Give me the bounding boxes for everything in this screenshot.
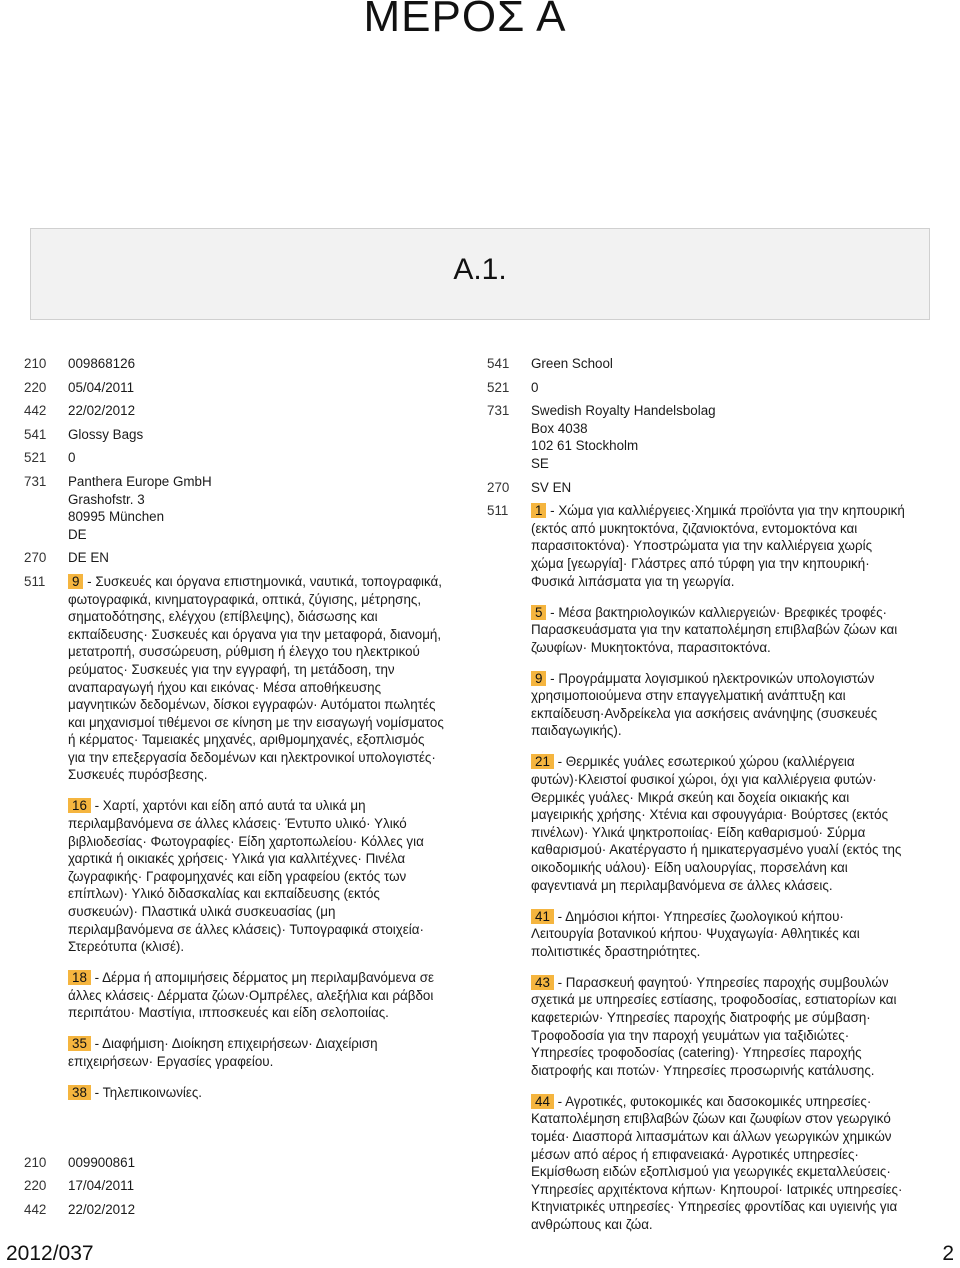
class-text: - Δημόσιοι κήποι· Υπηρεσίες ζωολογικού κήπου· Λειτουργία βοτανικού κήπου· Ψυχαγωγία· Αθλητικές και πολιτιστικές δραστηριότητες. — [531, 908, 860, 959]
field-code: 210 — [24, 356, 47, 371]
filing-date: 17/04/2011 — [68, 1178, 135, 1194]
mark-type: 0 — [68, 450, 76, 466]
field-code: 270 — [487, 479, 510, 495]
languages: SV EN — [531, 479, 572, 495]
class-text: - Παρασκευή φαγητού· Υπηρεσίες παροχής συμβουλών σχετικά με υπηρεσίες εστίασης, τροφοδοσίας, εστιατορίων και καφετεριών· Υπηρεσίες παροχής διατροφής με σύμβαση· Τροφοδοσία για την παροχή γευμάτων για ταξιδιώτες· Υπηρεσίες τροφοδοσίας (catering)· Υπηρεσίες παροχής διατροφής και ποτών· Υπηρεσίες προσωρινής κατάλυσης. — [531, 974, 897, 1078]
class-item — [531, 908, 907, 961]
filing-number-row — [24, 1154, 444, 1172]
section-label: A.1. — [453, 253, 507, 286]
owner-line: SE — [531, 455, 549, 471]
field-code: 210 — [24, 1154, 47, 1170]
class-item — [531, 974, 907, 1080]
owner-line: DE — [68, 526, 87, 542]
mark-name-row — [24, 426, 444, 444]
field-code: 521 — [487, 379, 510, 395]
class-text: - Χώμα για καλλιέργειες·Χημικά προϊόντα για την κηπουρική (εκτός από μυκητοκτόνα, ζιζανιοκτόνα, εντομοκτόνα και παρασιτοκτόνα)· Υποστρώματα για την καλλιέργεια χωρίς χώμα [γεωργία]· Γλάστρες από τύρφη για την κηπουρική· Φυσικά λιπάσματα για τη γεωργία. — [531, 503, 905, 589]
class-item — [531, 1093, 907, 1234]
right-column — [487, 355, 907, 1249]
field-code: 541 — [487, 356, 510, 371]
class-number: 44 — [531, 1094, 554, 1109]
class-number: 9 — [68, 574, 83, 589]
class-text: - Δέρμα ή απομιμήσεις δέρματος μη περιλαμβανόμενα σε άλλες κλάσεις· Δέρματα ζώων·Ομπρέλες, αλεξήλια και ράβδοι περιπάτου· Μαστίγια, ιπποσκευές και είδη σελοποιίας. — [68, 970, 434, 1021]
class-number: 41 — [531, 909, 554, 924]
owner-row — [24, 473, 444, 543]
publication-date-row — [24, 1201, 444, 1219]
languages-row — [487, 479, 907, 497]
filing-number: 009900861 — [68, 1154, 136, 1170]
class-item — [531, 670, 907, 740]
issue-number: 2012/037 — [6, 1242, 94, 1265]
filing-date-row — [24, 1177, 444, 1195]
mark-type-row — [24, 449, 444, 467]
class-text: - Τηλεπικοινωνίες. — [90, 1084, 203, 1100]
class-item — [68, 797, 444, 955]
field-code: 220 — [24, 1178, 47, 1194]
owner-line: Box 4038 — [531, 420, 588, 436]
publication-date: 22/02/2012 — [68, 403, 136, 419]
class-number: 21 — [531, 754, 554, 769]
class-number: 38 — [68, 1085, 91, 1100]
class-number: 5 — [531, 605, 546, 620]
field-code: 731 — [487, 403, 510, 419]
class-text: - Αγροτικές, φυτοκομικές και δασοκομικές υπηρεσίες· Καταπολέμηση επιβλαβών ζώων και ζωυφίων στον γεωργικό τομέα· Διασπορά λιπασμάτων και άλλων γεωργικών χημικών μέσων από αέρος ή επιφανειακά· Αγροτικές υπηρεσίες· Εκμίσθωση ειδών εξοπλισμού για γεωργικές εκμεταλλεύσεις· Υπηρεσίες αρχιτέκτονα κήπων· Κηπουροί· Ιατρικές υπηρεσίες· Κτηνιατρικές υπηρεσίες· Υπηρεσίες φροντίδας και υγιεινής για ανθρώπους και ζώα. — [531, 1093, 903, 1232]
class-text: - Διαφήμιση· Διοίκηση επιχειρήσεων· Διαχείριση επιχειρήσεων· Εργασίες γραφείου. — [68, 1036, 378, 1069]
class-text: - Θερμικές γυάλες εσωτερικού χώρου (καλλιέργεια φυτών)·Κλειστοί φυσικοί χώροι, όχι για καλλιέργεια φυτών· Θερμικές γυάλες· Μικρά σκεύη και δοχεία οικιακής και μαγειρικής χρήσης· Χτένια και σφουγγάρια· Βούρτσες (εκτός πινέλων)· Υλικά ψηκτροποιίας· Είδη καθαρισμού· Σύρμα καθαρισμού· Ακατέργαστο ή ημικατεργασμένο γυαλί (εκτός της οικοδομικής υάλου)· Είδη υαλουργίας, πορσελάνη και φαγεντιανά μη περιλαμβανόμενα σε άλλες κλάσεις. — [531, 754, 902, 893]
class-list — [531, 502, 907, 1243]
class-text: - Μέσα βακτηριολογικών καλλιεργειών· Βρεφικές τροφές· Παρασκευάσματα για την καταπολέμηση επιβλαβών ζώων και ζωυφίων· Μυκητοκτόνα, παρασιτοκτόνα. — [531, 604, 898, 655]
mark-name: Green School — [531, 356, 613, 371]
field-code: 442 — [24, 403, 47, 419]
class-list — [68, 573, 444, 1112]
class-text: - Χαρτί, χαρτόνι και είδη από αυτά τα υλικά μη περιλαμβανόμενα σε άλλες κλάσεις· Έντυπο υλικό· Υλικό βιβλιοδεσίας· Φωτογραφίες· Είδη χαρτοπωλείου· Κόλλες για χαρτικά ή οικιακές χρήσεις· Υλικά για καλλιτέχνες· Πινέλα ζωγραφικής· Γραφομηχανές και είδη γραφείου (εκτός των επίπλων)· Υλικό διδασκαλίας και εκπαίδευσης (εκτός συσκευών)· Πλαστικά υλικά συσκευασίας (μη περιλαμβανόμενα σε άλλες κλάσεις)· Τυπογραφικά στοιχεία· Στερεότυπα (κλισέ). — [68, 798, 424, 955]
class-number: 9 — [531, 671, 546, 686]
page-title: ΜΕΡΟΣ Α — [363, 0, 567, 41]
class-number: 16 — [68, 798, 91, 813]
class-item — [531, 753, 907, 894]
class-item — [68, 573, 444, 784]
mark-name: Glossy Bags — [68, 426, 144, 442]
languages: DE EN — [68, 550, 109, 566]
owner-line: 80995 München — [68, 509, 165, 525]
class-item — [531, 604, 907, 657]
class-text: - Συσκευές και όργανα επιστημονικά, ναυτικά, τοπογραφικά, φωτογραφικά, κινηματογραφικά, οπτικά, ζύγισης, μέτρησης, σηματοδότησης, ελέγχου (επίβλεψης), διάσωσης και εκπαίδευσης· Συσκευές και όργανα για την μεταφορά, διανομή, μετατροπή, συσσώρευση, ρύθμιση ή έλεγχο του ηλεκτρικού ρεύματος· Συσκευές για την εγγραφή, τη μετάδοση, την αναπαραγωγή ήχου και εικόνας· Μέσα αποθήκευσης μαγνητικών δεδομένων, δίσκοι εγγραφών· Αυτόματοι πωλητές και μηχανισμοί τιθέμενοι σε κίνηση με την εισαγωγή νομίσματος ή κέρματος· Ταμειακές μηχανές, αριθμομηχανές, εξοπλισμός για την επεξεργασία δεδομένων και ηλεκτρονικοί υπολογιστές· Συσκευές πυρόσβεσης. — [68, 573, 444, 783]
languages-row — [24, 549, 444, 567]
field-code: 511 — [24, 573, 46, 589]
field-code: 521 — [24, 450, 47, 466]
class-number: 43 — [531, 975, 554, 990]
mark-type: 0 — [531, 379, 539, 395]
classes-row — [487, 502, 907, 1243]
field-code: 270 — [24, 550, 47, 566]
owner-line: 102 61 Stockholm — [531, 438, 639, 454]
owner-line: Grashofstr. 3 — [68, 491, 145, 507]
owner-address — [531, 402, 907, 472]
field-code: 511 — [487, 503, 509, 519]
field-code: 220 — [24, 379, 47, 395]
class-number: 1 — [531, 503, 546, 518]
owner-line: Swedish Royalty Handelsbolag — [531, 403, 716, 419]
filing-date-row — [24, 379, 444, 397]
filing-number: 009868126 — [68, 356, 136, 371]
filing-date: 05/04/2011 — [68, 379, 135, 395]
left-column — [24, 355, 444, 1224]
record-separator — [24, 1118, 444, 1154]
class-item — [68, 969, 444, 1022]
field-code: 442 — [24, 1201, 47, 1217]
field-code: 731 — [24, 473, 47, 489]
publication-date: 22/02/2012 — [68, 1201, 136, 1217]
mark-type-row — [487, 379, 907, 397]
field-code: 541 — [24, 426, 47, 442]
filing-number-row — [24, 355, 444, 373]
classes-row — [24, 573, 444, 1112]
class-number: 18 — [68, 970, 91, 985]
class-item — [531, 502, 907, 590]
class-number: 35 — [68, 1036, 91, 1051]
mark-name-row — [487, 355, 907, 373]
page-number: 2 — [942, 1242, 954, 1265]
class-text: - Προγράμματα λογισμικού ηλεκτρονικών υπολογιστών χρησιμοποιούμενα στην επαγγελματική ανάπτυξη και εκπαίδευση·Ανδρείκελα για ασκήσεις ανάνηψης (συσκευές παιδαγωγικής). — [531, 670, 878, 739]
owner-line: Panthera Europe GmbH — [68, 473, 212, 489]
publication-date-row — [24, 402, 444, 420]
owner-address — [68, 473, 444, 543]
section-header-box — [30, 228, 930, 320]
class-item — [68, 1084, 444, 1102]
class-item — [68, 1035, 444, 1070]
owner-row — [487, 402, 907, 472]
